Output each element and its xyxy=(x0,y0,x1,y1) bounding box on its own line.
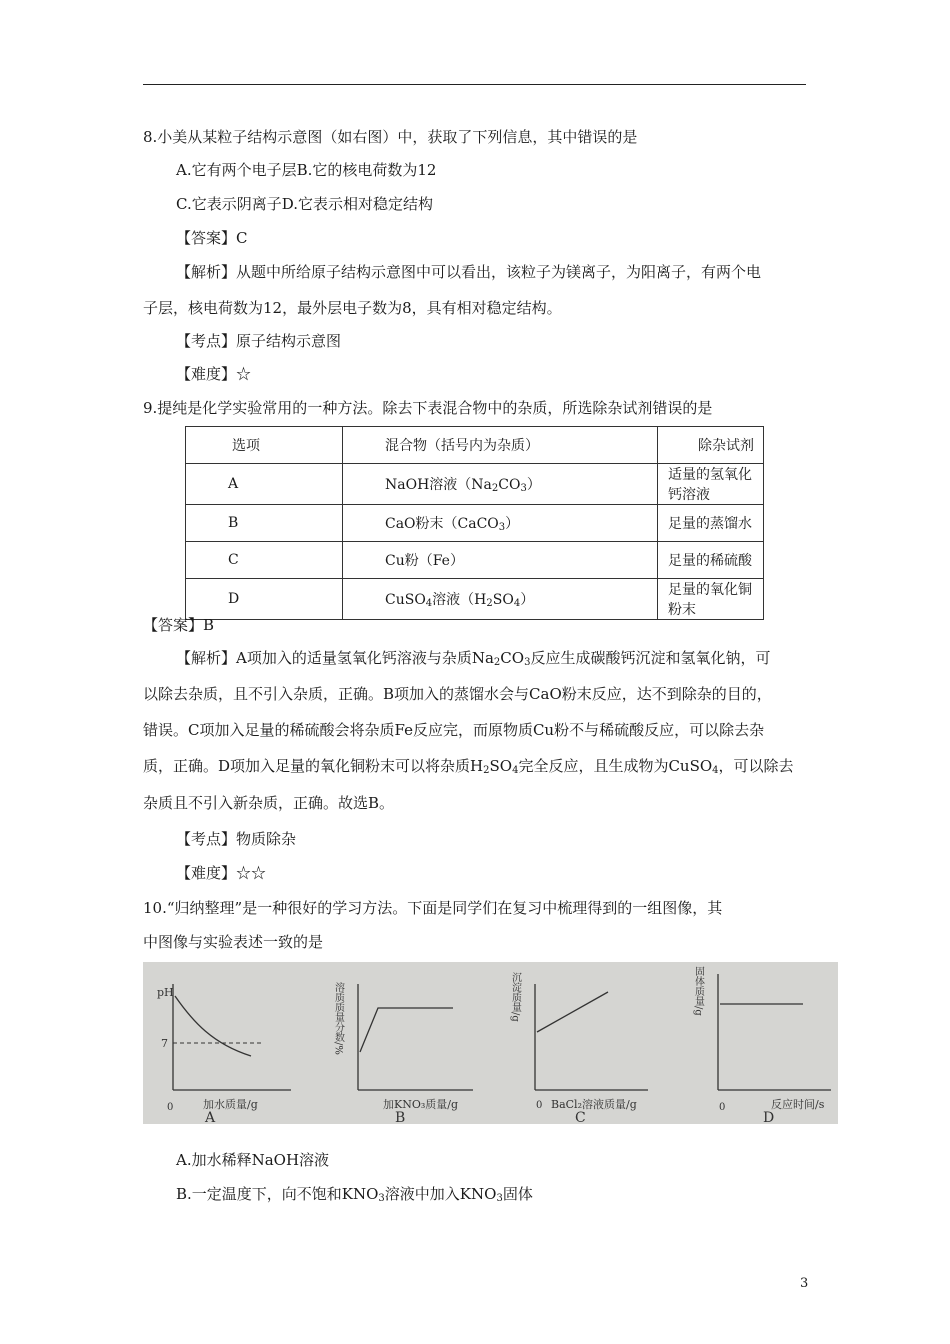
graph-b-x-label: 加KNO₃质量/g xyxy=(383,1098,459,1111)
q10-stem-line-2: 中图像与实验表述一致的是 xyxy=(143,933,324,951)
q8-analysis-line-1: 【解析】从题中所给原子结构示意图中可以看出，该粒子为镁离子，为阳离子，有两个电 xyxy=(176,263,762,281)
row-option: C xyxy=(186,542,343,579)
graph-a-origin: 0 xyxy=(167,1102,174,1113)
table-row xyxy=(186,542,764,579)
graph-c xyxy=(510,972,649,1124)
row-option: D xyxy=(186,579,343,620)
graph-c-origin: 0 xyxy=(536,1100,543,1111)
q10-option-b: B.一定温度下，向不饱和$KNO_3$溶液中加入$KNO_3$固体 xyxy=(176,1185,533,1204)
graph-a-curve xyxy=(175,996,251,1056)
graph-a-x-label: 加水质量/g xyxy=(203,1098,258,1111)
row-reagent: 足量的稀硫酸 xyxy=(658,542,764,579)
q9-kaodian: 【考点】物质除杂 xyxy=(176,830,297,848)
header-rule xyxy=(143,84,806,85)
q8-analysis-line-2: 子层，核电荷数为12，最外层电子数为8，具有相对稳定结构。 xyxy=(143,299,562,317)
row-option: A xyxy=(186,464,343,505)
graph-d-tag: D xyxy=(763,1110,775,1124)
graph-b-tag: B xyxy=(395,1110,406,1124)
graph-a-tick-7: 7 xyxy=(161,1037,168,1050)
q9-analysis-line-5: 杂质且不引入新杂质，正确。故选B。 xyxy=(143,794,395,812)
row-option: B xyxy=(186,505,343,542)
q10-graphs-figure xyxy=(143,962,838,1124)
q9-table xyxy=(185,426,764,620)
row-mixture: Cu粉（Fe） xyxy=(343,542,658,579)
q8-answer: 【答案】C xyxy=(176,229,248,247)
graph-d-y-label: 固体质量/g xyxy=(692,966,704,1016)
graph-d xyxy=(693,966,832,1124)
q8-stem: 8.小美从某粒子结构示意图（如右图）中，获取了下列信息，其中错误的是 xyxy=(143,128,638,146)
graph-a xyxy=(157,984,291,1124)
q10-option-a: A.加水稀释NaOH溶液 xyxy=(176,1151,330,1169)
graph-d-origin: 0 xyxy=(719,1102,726,1113)
table-row xyxy=(186,579,764,620)
row-mixture: CaO粉末（CaCO$_3$） xyxy=(343,505,658,542)
row-reagent: 适量的氢氧化钙溶液 xyxy=(658,464,764,505)
graph-c-y-label: 沉淀质量/g xyxy=(509,972,521,1022)
row-reagent: 足量的氧化铜粉末 xyxy=(658,579,764,620)
header-mixture: 混合物（括号内为杂质） xyxy=(343,427,658,464)
graph-b xyxy=(333,981,474,1124)
graph-c-x-label: BaCl₂溶液质量/g xyxy=(551,1098,637,1111)
q8-options-ab: A.它有两个电子层B.它的核电荷数为12 xyxy=(176,161,437,179)
table-header-row xyxy=(186,427,764,464)
row-reagent: 足量的蒸馏水 xyxy=(658,505,764,542)
q9-analysis-line-3: 错误。C项加入足量的稀硫酸会将杂质Fe反应完，而原物质Cu粉不与稀硫酸反应，可以除去杂 xyxy=(143,721,765,739)
q10-graphs-svg xyxy=(143,962,838,1124)
table-row xyxy=(186,505,764,542)
page-number: 3 xyxy=(800,1276,809,1291)
q8-nandu: 【难度】☆ xyxy=(176,365,252,383)
header-option: 选项 xyxy=(186,427,343,464)
q9-analysis-line-1: 【解析】A项加入的适量氢氧化钙溶液与杂质$Na_2CO_3$反应生成碳酸钙沉淀和氢氧化钠，可 xyxy=(176,649,771,668)
graph-b-curve xyxy=(360,1008,453,1052)
graph-c-line xyxy=(537,992,608,1032)
q9-analysis-line-2: 以除去杂质，且不引入杂质，正确。B项加入的蒸馏水会与CaO粉末反应，达不到除杂的目的， xyxy=(143,685,772,703)
q8-kaodian: 【考点】原子结构示意图 xyxy=(176,332,342,350)
graph-d-x-label: 反应时间/s xyxy=(771,1098,825,1111)
q9-answer: 【答案】B xyxy=(143,616,215,634)
q8-options-cd: C.它表示阴离子D.它表示相对稳定结构 xyxy=(176,195,433,213)
q9-analysis-line-4: 质，正确。D项加入足量的氧化铜粉末可以将杂质$H_2SO_4$完全反应，且生成物为CuSO$_4$，可以除去 xyxy=(143,757,794,776)
graph-a-tag: A xyxy=(205,1110,216,1124)
q9-nandu: 【难度】☆☆ xyxy=(176,864,267,882)
graph-b-y-label: 溶质质量分数/% xyxy=(332,982,344,1055)
header-reagent: 除杂试剂 xyxy=(658,427,764,464)
table-row xyxy=(186,464,764,505)
row-mixture: NaOH溶液$(Na_2CO_3)$ xyxy=(343,464,658,505)
graph-a-y-label: pH xyxy=(157,986,174,999)
q10-stem-line-1: 10.“归纳整理”是一种很好的学习方法。下面是同学们在复习中梳理得到的一组图像，其 xyxy=(143,899,723,917)
q9-stem: 9.提纯是化学实验常用的一种方法。除去下表混合物中的杂质，所选除杂试剂错误的是 xyxy=(143,399,713,417)
row-mixture: CuSO$_4$溶液$(H_2SO_4)$ xyxy=(343,579,658,620)
graph-c-tag: C xyxy=(575,1110,586,1124)
